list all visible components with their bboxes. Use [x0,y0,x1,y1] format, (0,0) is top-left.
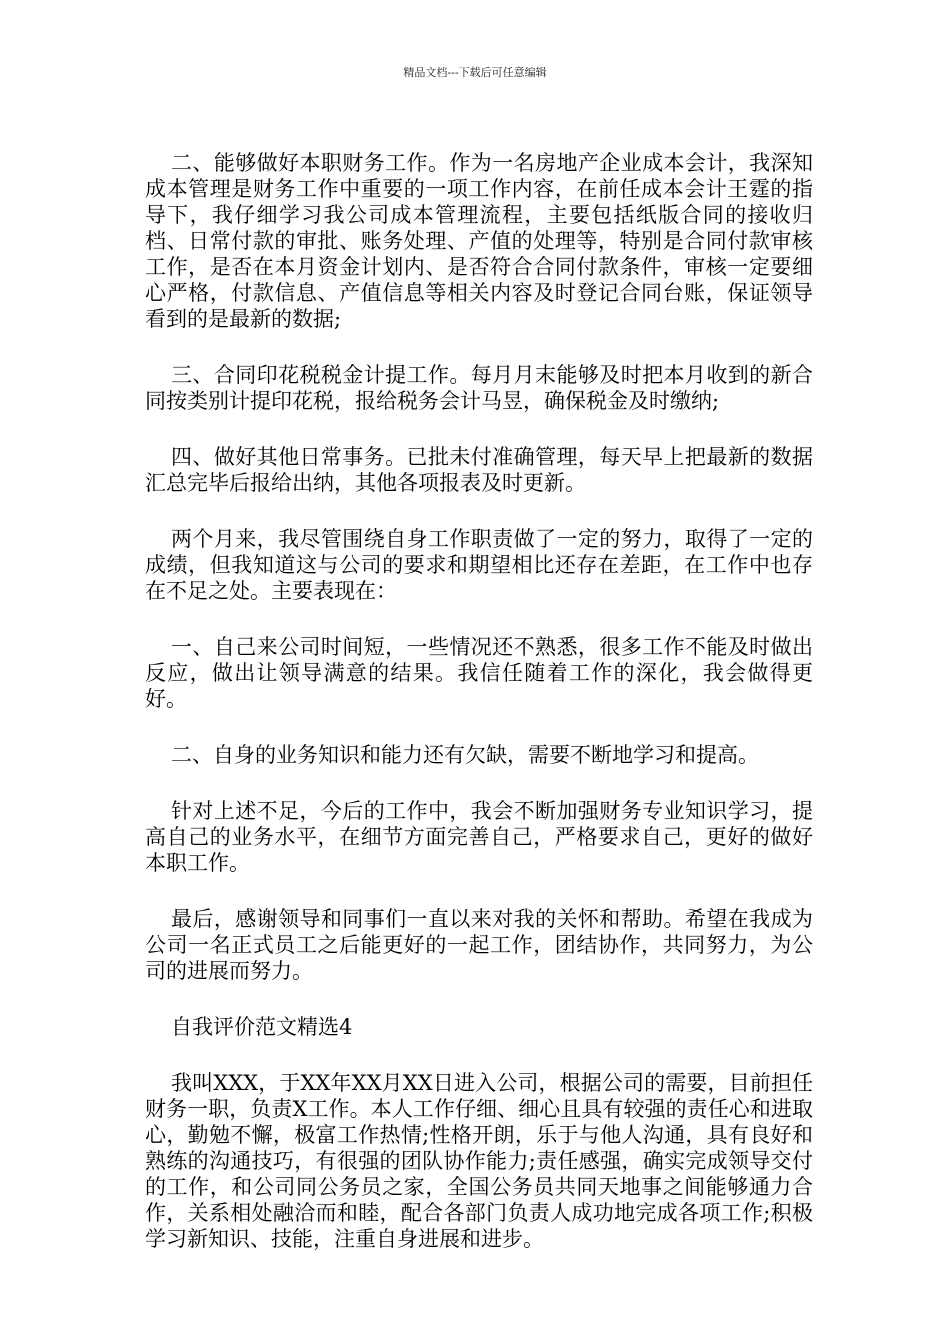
paragraph-summary: 两个月来，我尽管围绕自身工作职责做了一定的努力，取得了一定的成绩，但我知道这与公司的要求和期望相比还存在差距，在工作中也存在不足之处。主要表现在： [145,527,813,603]
paragraph-shortcoming-1: 一、自己来公司时间短，一些情况还不熟悉，很多工作不能及时做出反应，做出让领导满意的结果。我信任随着工作的深化，我会做得更好。 [145,635,813,711]
paragraph-improvement: 针对上述不足，今后的工作中，我会不断加强财务专业知识学习，提高自己的业务水平，在细节方面完善自己，严格要求自己，更好的做好本职工作。 [145,799,813,875]
paragraph-thanks: 最后，感谢领导和同事们一直以来对我的关怀和帮助。希望在我成为公司一名正式员工之后能更好的一起工作，团结协作，共同努力，为公司的进展而努力。 [145,907,813,983]
document-body [145,150,813,1282]
paragraph-finance-duties: 二、能够做好本职财务工作。作为一名房地产企业成本会计，我深知成本管理是财务工作中重要的一项工作内容，在前任成本会计王霆的指导下，我仔细学习我公司成本管理流程，主要包括纸版合同的接收归档、日常付款的审批、账务处理、产值的处理等，特别是合同付款审核工作，是否在本月资金计划内、是否符合合同付款条件，审核一定要细心严格，付款信息、产值信息等相关内容及时登记合同台账，保证领导看到的是最新的数据; [145,151,813,331]
paragraph-stamp-tax: 三、合同印花税税金计提工作。每月月末能够及时把本月收到的新合同按类别计提印花税，报给税务会计马昱，确保税金及时缴纳; [145,363,813,413]
paragraph-shortcoming-2: 二、自身的业务知识和能力还有欠缺，需要不断地学习和提高。 [171,743,759,767]
paragraph-self-intro: 我叫XXX，于XX年XX月XX日进入公司，根据公司的需要，目前担任财务一职，负责X工作。本人工作仔细、细心且具有较强的责任心和进取心，勤勉不懈，极富工作热情;性格开朗，乐于与他人沟通，具有良好和熟练的沟通技巧，有很强的团队协作能力;责任感强，确实完成领导交付的工作，和公司同公务员之家，全国公务员共同天地事之间能够通力合作，关系相处融洽而和睦，配合各部门负责人成功地完成各项工作;积极学习新知识、技能，注重自身进展和进步。 [145,1071,813,1251]
paragraph-daily-affairs: 四、做好其他日常事务。已批未付准确管理，每天早上把最新的数据汇总完毕后报给出纳，其他各项报表及时更新。 [145,445,813,495]
page-header: 精品文档---下载后可任意编辑 [403,66,547,79]
section-title: 自我评价范文精选4 [171,1015,353,1039]
